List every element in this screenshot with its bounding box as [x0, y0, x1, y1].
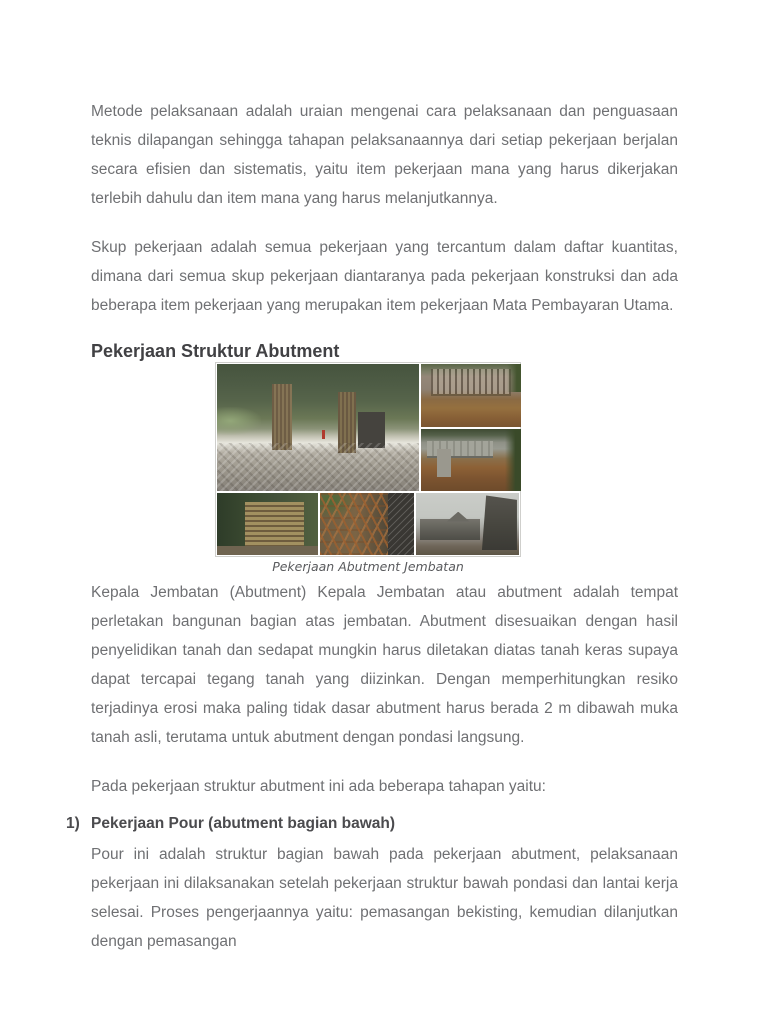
photo-concrete-abutment-wall-sky [416, 493, 519, 555]
texture-layer [447, 512, 470, 522]
texture-layer [272, 384, 292, 450]
section-heading-pekerjaan-struktur-abutment: Pekerjaan Struktur Abutment [91, 341, 340, 361]
stages-intro-line: Pada pekerjaan struktur abutment ini ada beberapa tahapan yaitu: [91, 778, 546, 795]
texture-layer [217, 407, 261, 435]
list-item-1-title-text: Pekerjaan Pour (abutment bagian bawah) [91, 815, 396, 832]
texture-layer [505, 429, 521, 491]
figure-caption: Pekerjaan Abutment Jembatan [272, 559, 464, 574]
texture-layer [322, 430, 325, 439]
paragraph-kepala-jembatan: Kepala Jembatan (Abutment) Kepala Jembatan atau abutment adalah tempat perletakan bangunan bagian atas jembatan. Abutment disesuaikan dengan hasil penyelidikan tanah dan sedapat mungkin harus diletakan diatas tanah keras supaya dapat tercapai tegang tanah yang diizinkan. Dengan memperhitungkan resiko terjadinya erosi maka paling tidak dasar abutment harus berada 2 m dibawah muka tanah asli, terutama untuk abutment dengan pondasi langsung. [91, 584, 678, 746]
photo-abutment-formwork-over-soil [421, 364, 521, 427]
photo-abutment-wall-with-backfill [421, 429, 521, 491]
list-item-1-body: Pour ini adalah struktur bagian bawah pada pekerjaan abutment, pelaksanaan pekerjaan ini dilaksanakan setelah pekerjaan struktur bawah pondasi dan lantai kerja selesai. Proses pengerjaannya yaitu: pemasangan bekisting, kemudian dilanjutkan dengan pemasangan [91, 846, 678, 950]
texture-layer [437, 449, 451, 477]
texture-layer [217, 546, 318, 555]
texture-layer [482, 495, 517, 550]
texture-layer [388, 493, 414, 555]
texture-layer [420, 519, 480, 540]
photo-timber-scaffolding-lattice [320, 493, 414, 555]
texture-layer [320, 493, 388, 555]
collage-top-row [217, 364, 519, 491]
list-item-1-title [66, 809, 678, 838]
photo-river-valley-abutment-construction [217, 364, 419, 491]
paragraph-skup-pekerjaan: Skup pekerjaan adalah semua pekerjaan yang tercantum dalam daftar kuantitas, dimana dari semua skup pekerjaan diantaranya pada pekerjaan konstruksi dan ada beberapa item pekerjaan yang merupakan item pekerjaan Mata Pembayaran Utama. [91, 239, 678, 314]
collage-bottom-row [217, 493, 519, 555]
photo-formwork-against-trees [217, 493, 318, 555]
texture-layer [217, 443, 419, 491]
texture-layer [245, 502, 304, 548]
abutment-photo-collage [215, 362, 521, 557]
collage-right-column [421, 364, 521, 491]
texture-layer [507, 364, 521, 392]
paragraph-metode-pelaksanaan: Metode pelaksanaan adalah uraian mengenai cara pelaksanaan dan penguasaan teknis dilapangan sehingga tahapan pelaksanaannya dari setiap pekerjaan berjalan secara efisien dan sistematis, yaitu item pekerjaan mana yang harus dikerjakan terlebih dahulu dan item mana yang harus melanjutkannya. [91, 103, 678, 207]
abutment-figure [215, 362, 521, 575]
texture-layer [431, 369, 511, 396]
list-item-1-marker: 1) [66, 815, 80, 832]
